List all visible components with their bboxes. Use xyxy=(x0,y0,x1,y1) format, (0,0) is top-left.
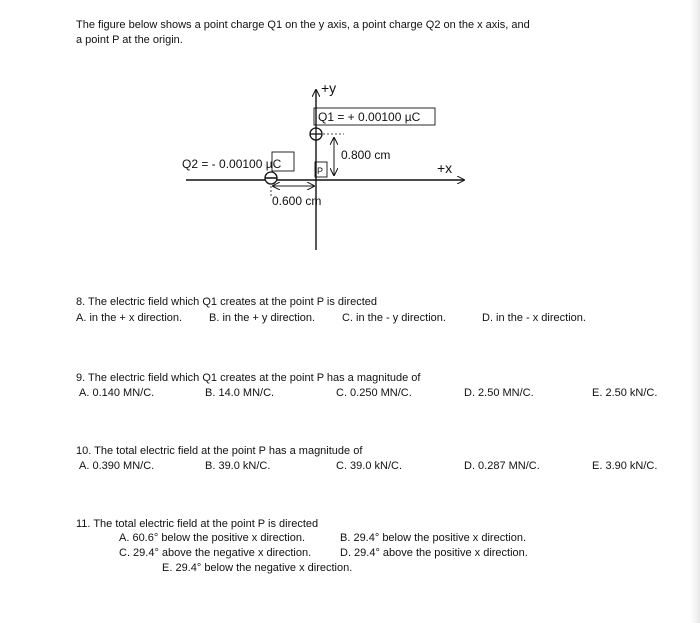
q9-option-b: B. 14.0 MN/C. xyxy=(205,387,275,399)
q9-option-e: E. 2.50 kN/C. xyxy=(592,387,658,399)
plus-y-label: +y xyxy=(321,80,337,96)
q9-option-d: D. 2.50 MN/C. xyxy=(464,387,534,399)
q1-charge-symbol xyxy=(310,128,322,140)
dist-x-label: 0.600 cm xyxy=(272,194,322,208)
q9-option-a: A. 0.140 MN/C. xyxy=(79,387,155,399)
q10-option-b: B. 39.0 kN/C. xyxy=(205,460,271,472)
q11-option-c: C. 29.4° above the negative x direction. xyxy=(119,547,312,559)
q11-option-a: A. 60.6° below the positive x direction. xyxy=(119,532,306,544)
q10-option-e: E. 3.90 kN/C. xyxy=(592,460,658,472)
q8-option-b: B. in the + y direction. xyxy=(209,312,316,324)
question-8-stem: 8. The electric field which Q1 creates at the point P is directed xyxy=(76,296,378,308)
point-p-label: P xyxy=(317,166,324,176)
question-9-stem: 9. The electric field which Q1 creates at the point P has a magnitude of xyxy=(76,372,421,384)
q2-label: Q2 = - 0.00100 µC xyxy=(182,157,282,171)
q8-option-a: A. in the + x direction. xyxy=(76,312,183,324)
q2-charge-symbol xyxy=(265,172,277,184)
q10-option-c: C. 39.0 kN/C. xyxy=(336,460,403,472)
q10-option-d: D. 0.287 MN/C. xyxy=(464,460,540,472)
dist-y-label: 0.800 cm xyxy=(341,148,391,162)
intro-line-1: The figure below shows a point charge Q1 on the y axis, a point charge Q2 on the x axis, and xyxy=(76,19,530,31)
q8-option-c: C. in the - y direction. xyxy=(342,312,446,324)
q10-option-a: A. 0.390 MN/C. xyxy=(79,460,155,472)
intro-line-2: a point P at the origin. xyxy=(76,34,183,46)
q9-option-c: C. 0.250 MN/C. xyxy=(336,387,412,399)
question-11-stem: 11. The total electric field at the point P is directed xyxy=(76,518,319,530)
q11-option-b: B. 29.4° below the positive x direction. xyxy=(340,532,527,544)
q8-option-d: D. in the - x direction. xyxy=(482,312,586,324)
question-10-stem: 10. The total electric field at the point P has a magnitude of xyxy=(76,445,363,457)
q11-option-e: E. 29.4° below the negative x direction. xyxy=(162,562,353,574)
plus-x-label: +x xyxy=(437,160,453,176)
q1-label: Q1 = + 0.00100 µC xyxy=(318,110,421,124)
q11-option-d: D. 29.4° above the positive x direction. xyxy=(340,547,528,559)
